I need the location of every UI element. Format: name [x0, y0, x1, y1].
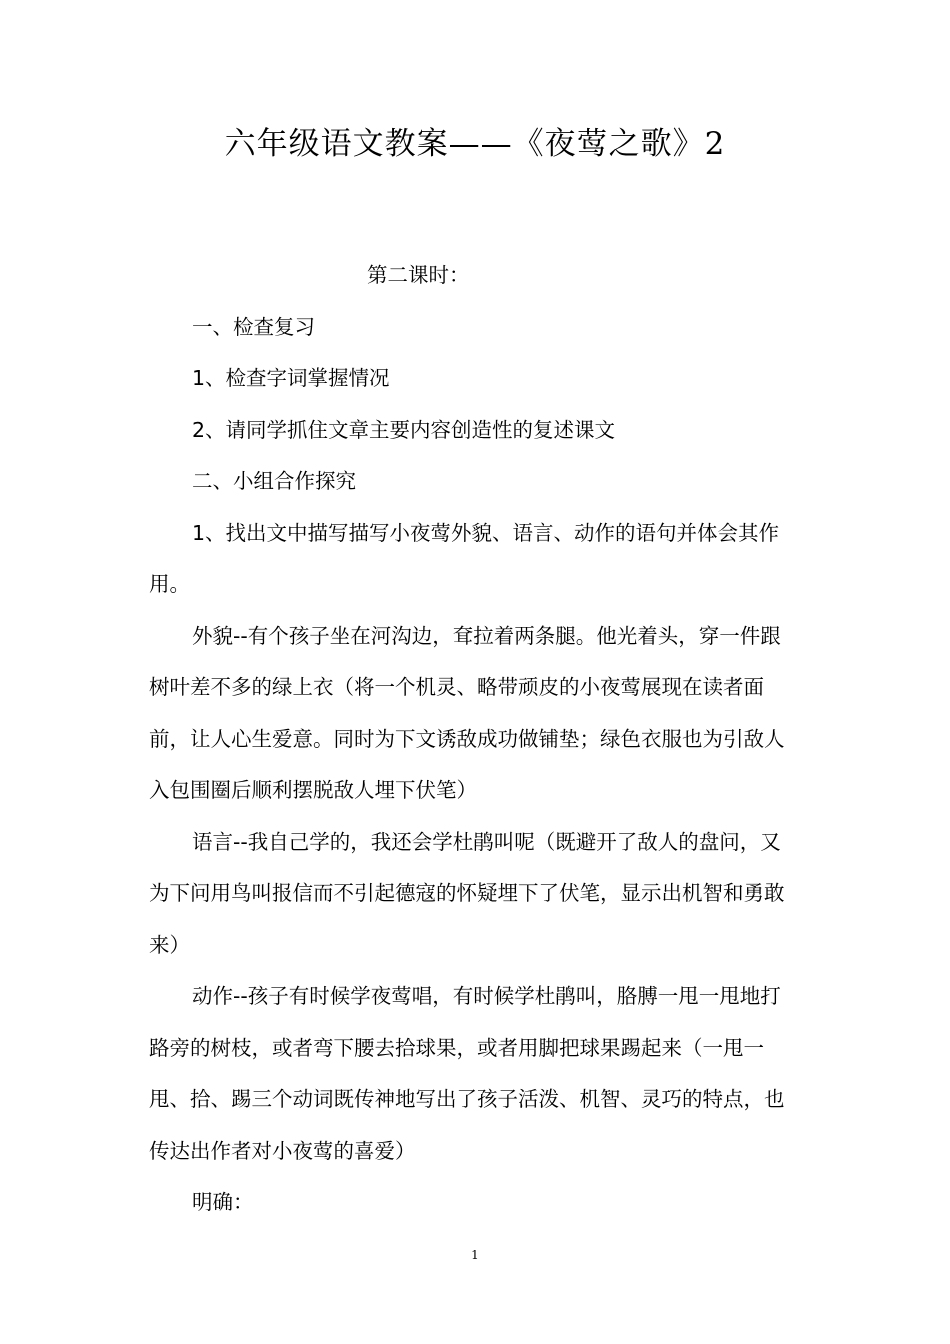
section-heading-review: 一、检查复习 [192, 314, 315, 339]
lesson-heading: 第二课时： [367, 263, 470, 287]
paragraph-clarify: 明确： [192, 1190, 254, 1214]
paragraph-action: 动作--孩子有时候学夜莺唱，有时候学杜鹃叫，胳膊一甩一甩地打路旁的树枝，或者弯下腰去拾球果，或者用脚把球果踢起来（一甩一甩、拾、踢三个动词既传神地写出了孩子活泼、机智、灵巧的特点，也传达出作者对小夜莺的喜爱） [149, 984, 785, 1163]
section-heading-group-work: 二、小组合作探究 [192, 469, 356, 493]
paragraph-language: 语言--我自己学的，我还会学杜鹃叫呢（既避开了敌人的盘问，又为下问用鸟叫报信而不引起德寇的怀疑埋下了伏笔，显示出机智和勇敢来） [149, 829, 785, 957]
paragraph-appearance: 外貌--有个孩子坐在河沟边，耷拉着两条腿。他光着头，穿一件跟树叶差不多的绿上衣（将一个机灵、略带顽皮的小夜莺展现在读者面前，让人心生爱意。同时为下文诱敌成功做铺垫；绿色衣服也为引敌人入包围圈后顺利摆脱敌人埋下伏笔） [149, 623, 785, 802]
list-item-vocabulary: 1、检查字词掌握情况 [192, 366, 390, 390]
list-item-find-sentences: 1、找出文中描写描写小夜莺外貌、语言、动作的语句并体会其作用。 [149, 520, 780, 596]
page-number: 1 [471, 1248, 479, 1262]
document-title: 六年级语文教案——《夜莺之歌》2 [224, 126, 726, 162]
list-item-retell: 2、请同学抓住文章主要内容创造性的复述课文 [192, 417, 616, 442]
document-body [149, 250, 799, 1229]
